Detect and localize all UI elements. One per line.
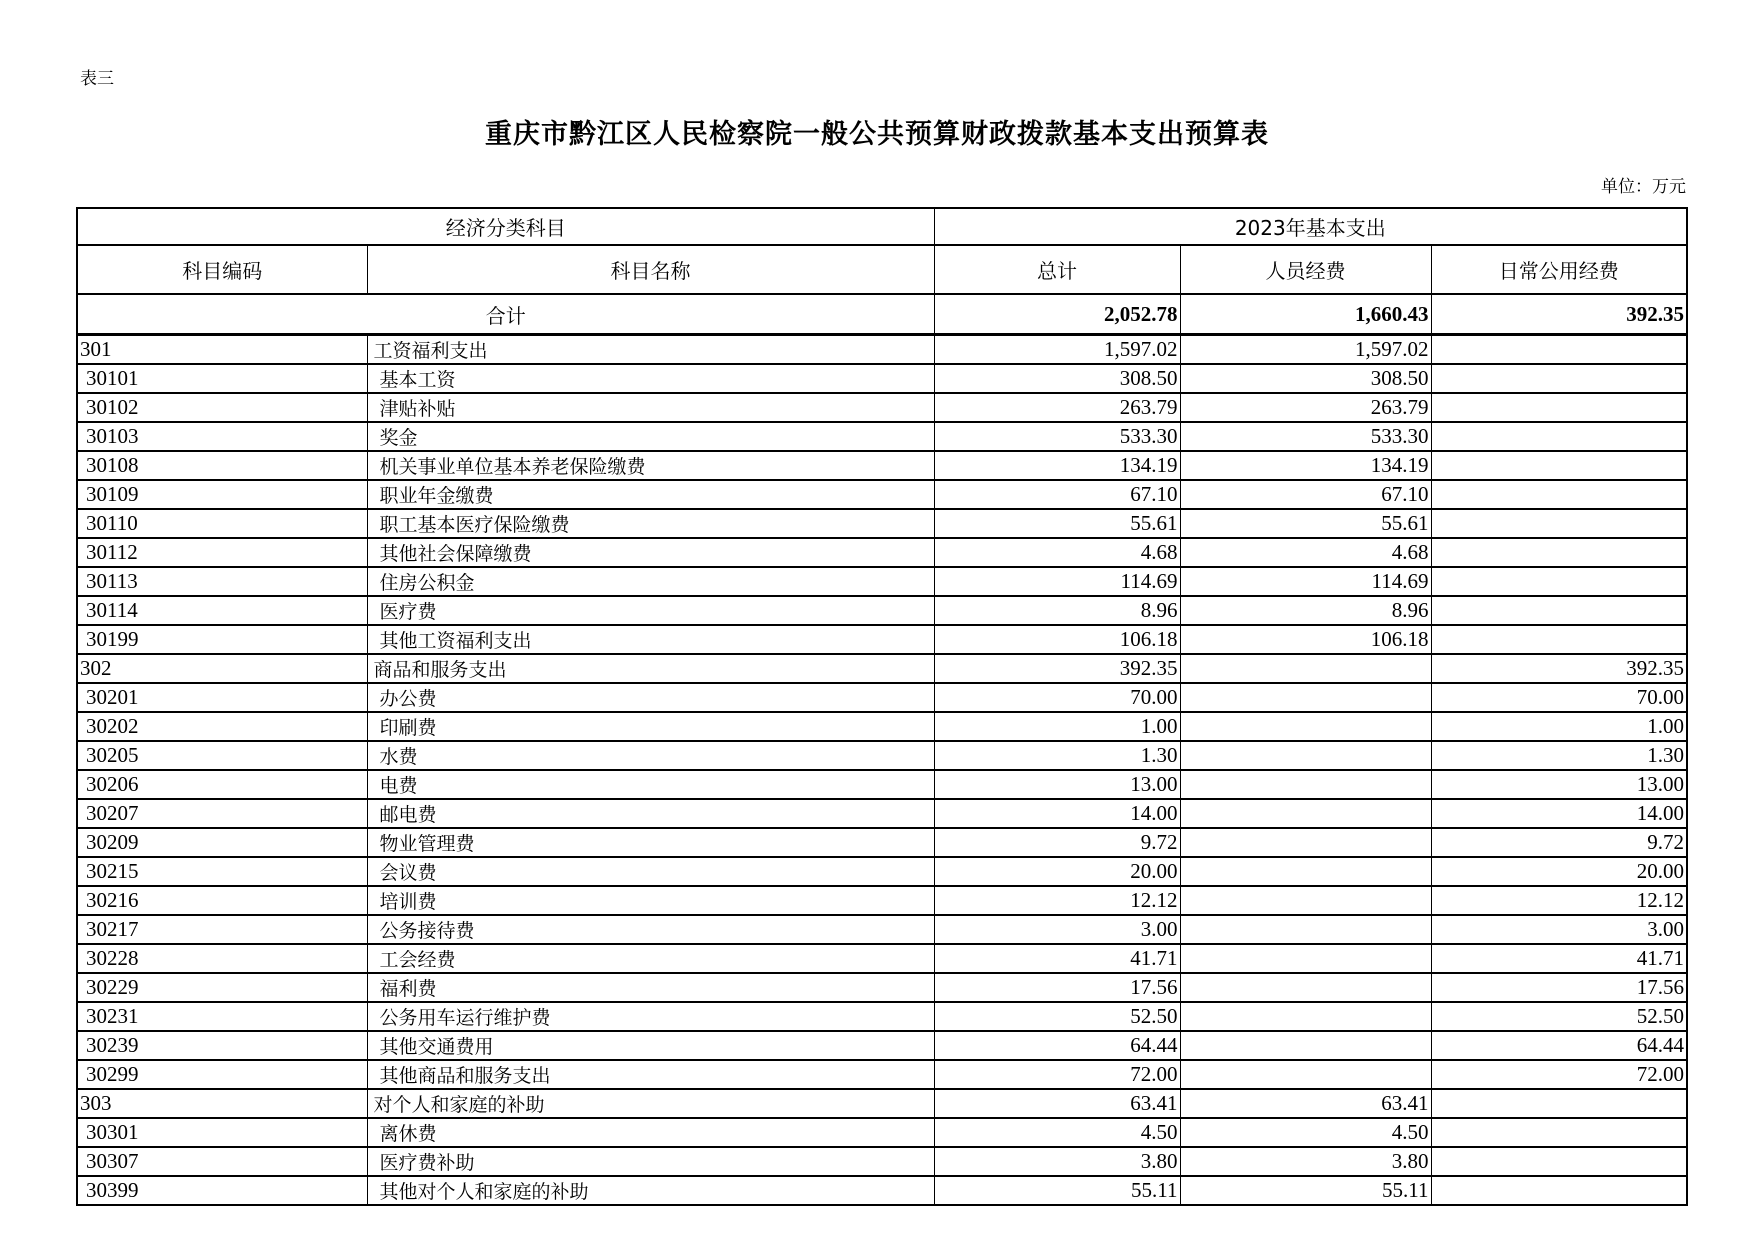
cell-personnel: 263.79 <box>1180 393 1431 422</box>
cell-personnel: 308.50 <box>1180 364 1431 393</box>
cell-name: 商品和服务支出 <box>367 654 934 683</box>
cell-code: 30399 <box>77 1176 367 1205</box>
cell-public: 41.71 <box>1431 944 1687 973</box>
table-row <box>77 741 1687 770</box>
column-header-row <box>77 245 1687 294</box>
cell-total: 63.41 <box>934 1089 1180 1118</box>
cell-name: 医疗费补助 <box>367 1147 934 1176</box>
cell-total: 67.10 <box>934 480 1180 509</box>
cell-public: 392.35 <box>1431 654 1687 683</box>
group-header-row <box>77 208 1687 245</box>
cell-public <box>1431 364 1687 393</box>
cell-name: 公务用车运行维护费 <box>367 1002 934 1031</box>
header-personnel: 人员经费 <box>1180 245 1431 294</box>
cell-code: 30102 <box>77 393 367 422</box>
cell-name: 其他交通费用 <box>367 1031 934 1060</box>
table-row <box>77 712 1687 741</box>
cell-personnel: 67.10 <box>1180 480 1431 509</box>
cell-name: 医疗费 <box>367 596 934 625</box>
cell-code: 30113 <box>77 567 367 596</box>
header-total: 总计 <box>934 245 1180 294</box>
cell-public: 3.00 <box>1431 915 1687 944</box>
cell-public: 52.50 <box>1431 1002 1687 1031</box>
table-row <box>77 973 1687 1002</box>
cell-total: 17.56 <box>934 973 1180 1002</box>
cell-personnel: 55.61 <box>1180 509 1431 538</box>
table-row <box>77 654 1687 683</box>
cell-total: 308.50 <box>934 364 1180 393</box>
cell-code: 30215 <box>77 857 367 886</box>
cell-public <box>1431 538 1687 567</box>
cell-name: 公务接待费 <box>367 915 934 944</box>
cell-personnel <box>1180 770 1431 799</box>
cell-personnel: 55.11 <box>1180 1176 1431 1205</box>
table-row <box>77 364 1687 393</box>
header-economic-classification: 经济分类科目 <box>77 208 934 245</box>
header-name: 科目名称 <box>367 245 934 294</box>
cell-name: 职工基本医疗保险缴费 <box>367 509 934 538</box>
cell-name: 住房公积金 <box>367 567 934 596</box>
cell-code: 30205 <box>77 741 367 770</box>
cell-code: 30228 <box>77 944 367 973</box>
table-row <box>77 596 1687 625</box>
total-personnel: 1,660.43 <box>1180 294 1431 335</box>
cell-total: 3.80 <box>934 1147 1180 1176</box>
cell-personnel: 134.19 <box>1180 451 1431 480</box>
cell-personnel: 106.18 <box>1180 625 1431 654</box>
cell-code: 30217 <box>77 915 367 944</box>
cell-total: 392.35 <box>934 654 1180 683</box>
cell-total: 72.00 <box>934 1060 1180 1089</box>
cell-total: 4.50 <box>934 1118 1180 1147</box>
cell-code: 30108 <box>77 451 367 480</box>
cell-total: 263.79 <box>934 393 1180 422</box>
cell-personnel <box>1180 799 1431 828</box>
cell-public: 1.00 <box>1431 712 1687 741</box>
cell-personnel <box>1180 712 1431 741</box>
cell-code: 30103 <box>77 422 367 451</box>
cell-personnel: 3.80 <box>1180 1147 1431 1176</box>
cell-public: 12.12 <box>1431 886 1687 915</box>
table-row <box>77 335 1687 365</box>
table-row <box>77 1118 1687 1147</box>
cell-code: 303 <box>77 1089 367 1118</box>
cell-name: 奖金 <box>367 422 934 451</box>
cell-total: 55.11 <box>934 1176 1180 1205</box>
cell-name: 邮电费 <box>367 799 934 828</box>
cell-total: 533.30 <box>934 422 1180 451</box>
table-row <box>77 799 1687 828</box>
cell-public <box>1431 596 1687 625</box>
cell-code: 30114 <box>77 596 367 625</box>
cell-public: 13.00 <box>1431 770 1687 799</box>
budget-table <box>76 207 1688 1206</box>
cell-public <box>1431 335 1687 365</box>
cell-personnel <box>1180 857 1431 886</box>
cell-code: 30201 <box>77 683 367 712</box>
cell-personnel: 4.68 <box>1180 538 1431 567</box>
cell-total: 55.61 <box>934 509 1180 538</box>
cell-total: 14.00 <box>934 799 1180 828</box>
cell-total: 114.69 <box>934 567 1180 596</box>
cell-total: 70.00 <box>934 683 1180 712</box>
cell-personnel <box>1180 683 1431 712</box>
table-row <box>77 509 1687 538</box>
total-public: 392.35 <box>1431 294 1687 335</box>
cell-public: 72.00 <box>1431 1060 1687 1089</box>
header-basic-expenditure: 2023年基本支出 <box>934 208 1687 245</box>
table-row <box>77 683 1687 712</box>
cell-personnel: 114.69 <box>1180 567 1431 596</box>
table-row <box>77 857 1687 886</box>
cell-total: 4.68 <box>934 538 1180 567</box>
cell-personnel <box>1180 741 1431 770</box>
cell-personnel <box>1180 973 1431 1002</box>
cell-personnel <box>1180 1031 1431 1060</box>
cell-code: 302 <box>77 654 367 683</box>
cell-name: 水费 <box>367 741 934 770</box>
cell-total: 1,597.02 <box>934 335 1180 365</box>
cell-public <box>1431 480 1687 509</box>
cell-public <box>1431 1089 1687 1118</box>
cell-name: 会议费 <box>367 857 934 886</box>
cell-personnel: 533.30 <box>1180 422 1431 451</box>
page-title: 重庆市黔江区人民检察院一般公共预算财政拨款基本支出预算表 <box>485 119 1269 150</box>
cell-personnel <box>1180 1002 1431 1031</box>
table-row <box>77 1147 1687 1176</box>
cell-code: 30199 <box>77 625 367 654</box>
cell-code: 30101 <box>77 364 367 393</box>
cell-total: 12.12 <box>934 886 1180 915</box>
cell-personnel: 4.50 <box>1180 1118 1431 1147</box>
cell-name: 物业管理费 <box>367 828 934 857</box>
cell-total: 106.18 <box>934 625 1180 654</box>
cell-total: 41.71 <box>934 944 1180 973</box>
table-row <box>77 828 1687 857</box>
cell-name: 对个人和家庭的补助 <box>367 1089 934 1118</box>
cell-name: 电费 <box>367 770 934 799</box>
header-code: 科目编码 <box>77 245 367 294</box>
table-row <box>77 1089 1687 1118</box>
cell-name: 离休费 <box>367 1118 934 1147</box>
cell-public: 1.30 <box>1431 741 1687 770</box>
table-row <box>77 422 1687 451</box>
cell-total: 52.50 <box>934 1002 1180 1031</box>
cell-public: 14.00 <box>1431 799 1687 828</box>
cell-code: 30229 <box>77 973 367 1002</box>
cell-public: 17.56 <box>1431 973 1687 1002</box>
cell-name: 印刷费 <box>367 712 934 741</box>
total-label: 合计 <box>77 294 934 335</box>
cell-total: 64.44 <box>934 1031 1180 1060</box>
cell-public: 9.72 <box>1431 828 1687 857</box>
cell-personnel: 8.96 <box>1180 596 1431 625</box>
cell-code: 30307 <box>77 1147 367 1176</box>
cell-name: 培训费 <box>367 886 934 915</box>
table-row <box>77 770 1687 799</box>
cell-personnel: 63.41 <box>1180 1089 1431 1118</box>
cell-name: 工会经费 <box>367 944 934 973</box>
cell-name: 办公费 <box>367 683 934 712</box>
cell-code: 30206 <box>77 770 367 799</box>
cell-name: 其他社会保障缴费 <box>367 538 934 567</box>
header-public: 日常公用经费 <box>1431 245 1687 294</box>
table-row <box>77 1176 1687 1205</box>
cell-total: 3.00 <box>934 915 1180 944</box>
cell-code: 30110 <box>77 509 367 538</box>
unit-label: 单位：万元 <box>1601 177 1686 197</box>
cell-public: 20.00 <box>1431 857 1687 886</box>
table-row <box>77 393 1687 422</box>
table-row <box>77 1002 1687 1031</box>
cell-personnel <box>1180 886 1431 915</box>
cell-personnel <box>1180 828 1431 857</box>
cell-code: 30207 <box>77 799 367 828</box>
cell-code: 30239 <box>77 1031 367 1060</box>
cell-code: 30109 <box>77 480 367 509</box>
table-row <box>77 538 1687 567</box>
cell-total: 134.19 <box>934 451 1180 480</box>
table-row <box>77 1060 1687 1089</box>
cell-code: 30301 <box>77 1118 367 1147</box>
table-row <box>77 915 1687 944</box>
cell-name: 工资福利支出 <box>367 335 934 365</box>
table-row <box>77 625 1687 654</box>
cell-name: 其他对个人和家庭的补助 <box>367 1176 934 1205</box>
cell-name: 福利费 <box>367 973 934 1002</box>
cell-personnel: 1,597.02 <box>1180 335 1431 365</box>
table-row <box>77 1031 1687 1060</box>
total-total: 2,052.78 <box>934 294 1180 335</box>
cell-total: 9.72 <box>934 828 1180 857</box>
table-row <box>77 451 1687 480</box>
cell-public <box>1431 625 1687 654</box>
cell-public <box>1431 1118 1687 1147</box>
cell-name: 其他商品和服务支出 <box>367 1060 934 1089</box>
table-row <box>77 567 1687 596</box>
table-row <box>77 886 1687 915</box>
cell-total: 1.00 <box>934 712 1180 741</box>
cell-code: 301 <box>77 335 367 365</box>
cell-personnel <box>1180 915 1431 944</box>
cell-total: 13.00 <box>934 770 1180 799</box>
cell-name: 其他工资福利支出 <box>367 625 934 654</box>
table-row <box>77 944 1687 973</box>
total-row <box>77 294 1687 335</box>
cell-name: 津贴补贴 <box>367 393 934 422</box>
cell-personnel <box>1180 944 1431 973</box>
cell-code: 30202 <box>77 712 367 741</box>
table-row <box>77 480 1687 509</box>
cell-public <box>1431 509 1687 538</box>
cell-name: 职业年金缴费 <box>367 480 934 509</box>
cell-public <box>1431 393 1687 422</box>
cell-code: 30209 <box>77 828 367 857</box>
cell-total: 8.96 <box>934 596 1180 625</box>
cell-public <box>1431 1147 1687 1176</box>
cell-public <box>1431 567 1687 596</box>
cell-total: 1.30 <box>934 741 1180 770</box>
cell-name: 机关事业单位基本养老保险缴费 <box>367 451 934 480</box>
cell-personnel <box>1180 654 1431 683</box>
cell-code: 30299 <box>77 1060 367 1089</box>
cell-public: 70.00 <box>1431 683 1687 712</box>
cell-public: 64.44 <box>1431 1031 1687 1060</box>
cell-public <box>1431 422 1687 451</box>
cell-public <box>1431 1176 1687 1205</box>
cell-public <box>1431 451 1687 480</box>
cell-personnel <box>1180 1060 1431 1089</box>
table-number-label: 表三 <box>80 69 114 89</box>
cell-total: 20.00 <box>934 857 1180 886</box>
cell-code: 30231 <box>77 1002 367 1031</box>
cell-code: 30112 <box>77 538 367 567</box>
cell-code: 30216 <box>77 886 367 915</box>
cell-name: 基本工资 <box>367 364 934 393</box>
